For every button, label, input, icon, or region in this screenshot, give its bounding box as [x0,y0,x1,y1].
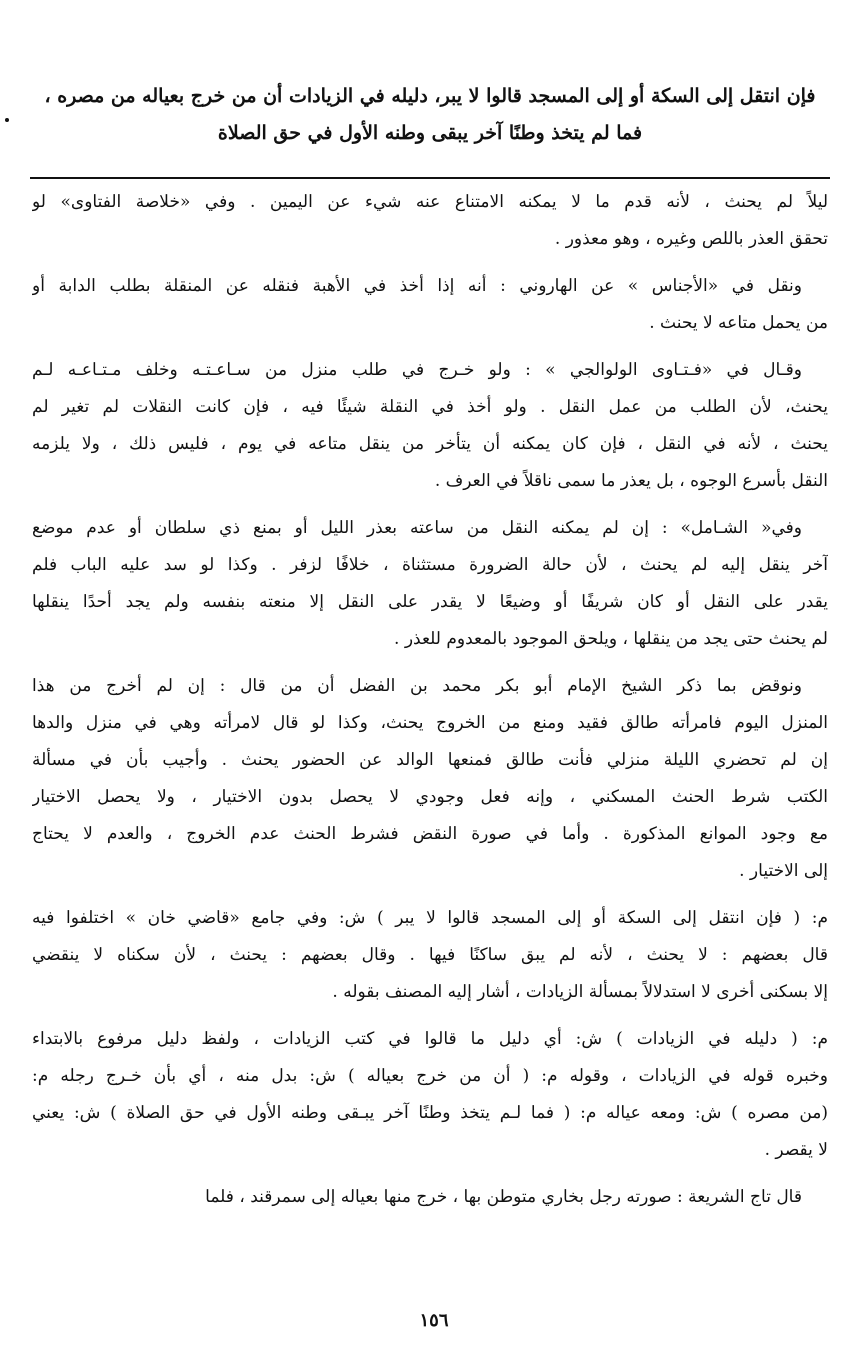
text-line: ليلاً لم يحنث ، لأنه قدم ما لا يمكنه الامتناع عنه شيء عن اليمين . وفي «خلاصة الفتاوى» لو [32,192,828,212]
text-line: يقدر على النقل أو كان شريفًا أو وضيعًا لا يقدر على النقل إلا منعته بنفسه ولم يجد أحدًا ينقلها [32,592,828,612]
text-line: ونقل في «الأجناس » عن الهاروني : أنه إذا أخذ في الأهبة فنقله عن المنقلة بطلب الدابة أو [32,276,802,296]
text-line: مع وجود الموانع المذكورة . وأما في صورة النقض فشرط الحنث عدم الخروج ، والعدم لا يحتاج [32,824,828,844]
text-line: وخبره قوله في الزيادات ، وقوله م: ( أن من خرج بعياله ) ش: بدل منه ، أي بأن خـرج رجله م: [32,1066,828,1086]
text-line: لا يقصر . [764,1140,828,1160]
text-line: من يحمل متاعه لا يحنث . [649,313,828,333]
commentary-body [32,184,828,1226]
text-line: يحنث، لأن الطلب من عمل النقل . ولو أخذ في النقلة شيئًا فيه ، فإن كانت النقلات لم تغير لم [32,397,828,417]
heading-line-1: فإن انتقل إلى السكة أو إلى المسجد قالوا لا يبر، دليله في الزيادات أن من خرج بعياله من مصره ، [44,85,816,107]
text-line: يحنث ، لأنه في النقل ، فإن كان يمكنه أن يتأخر من ينقل متاعه في يوم ، فليس ذلك ، ولا يلزمه [32,434,828,454]
paragraph [32,510,828,658]
text-line: إلى الاختيار . [739,861,828,881]
text-line: ونوقض بما ذكر الشيخ الإمام أبو بكر محمد بن الفضل أن من قال : إن لم أخرج من هذا [32,676,802,696]
text-line: الكتب شرط الحنث المسكني ، وإنه فعل وجودي لا يحصل بدون الاختيار ، ولا يحصل الاختيار [32,787,828,807]
paragraph [32,352,828,500]
text-line: م: ( فإن انتقل إلى السكة أو إلى المسجد قالوا لا يبر ) ش: وفي جامع «قاضي خان » اختلفوا فيه [32,908,828,928]
paragraph [32,668,828,890]
text-line: م: ( دليله في الزيادات ) ش: أي دليل ما قالوا في كتب الزيادات ، ولفظ دليل مرفوع بالابتداء [32,1029,828,1049]
text-line: وفي« الشـامل» : إن لم يمكنه النقل من ساعته بعذر الليل أو بمنع ذي سلطان أو عدم موضع [32,518,802,538]
text-line: المنزل اليوم فامرأته طالق فقيد ومنع من الخروج يحنث، وكذا لو قال لامرأته وهي في منزل والدها [32,713,828,733]
paragraph [32,184,828,258]
page-number: ١٥٦ [419,1310,449,1331]
text-line: (من مصره ) ش: ومعه عياله م: ( فما لـم يتخذ وطنًا آخر يبـقى وطنه الأول في حق الصلاة ) ش: يعني [32,1103,828,1123]
text-line: إلا بسكنى أخرى لا استدلالاً بمسألة الزيادات ، أشار إليه المصنف بقوله . [332,982,828,1002]
text-line: لم يحنث حتى يجد من ينقلها ، ويلحق الموجود بالمعدوم للعذر . [394,629,828,649]
heading-line-2: فما لم يتخذ وطنًا آخر يبقى وطنه الأول في حق الصلاة [217,122,643,144]
text-line: تحقق العذر باللص وغيره ، وهو معذور . [554,229,828,249]
section-heading [30,78,830,152]
paragraph [32,1179,828,1216]
paragraph [32,268,828,342]
text-line: قال تاج الشريعة : صورته رجل بخاري متوطن بها ، خرج منها بعياله إلى سمرقند ، فلما [205,1187,802,1207]
text-line: النقل بأسرع الوجوه ، بل يعذر ما سمى ناقلاً في العرف . [434,471,828,491]
text-line: إن لم تحضري الليلة منزلي فأنت طالق فمنعها الوالد عن الحضور يحنث . وأجيب بأن في مسألة [32,750,828,770]
text-line: وقـال في «فـتـاوى الولوالجي » : ولو خـرج في طلب منزل من سـاعـتـه وخلف مـتـاعـه لـم [32,360,802,380]
text-line: قال بعضهم : لا يحنث ، لأنه لم يبق ساكنًا فيها . وقال بعضهم : يحنث ، لأن سكناه لا ينقضي [32,945,828,965]
paragraph [32,1021,828,1169]
margin-dot [5,118,9,122]
paragraph [32,900,828,1011]
text-line: آخر ينقل إليه لم يحنث ، لأن حالة الضرورة مستثناة ، خلافًا لزفر . وكذا لو سد عليه الباب فلم [32,555,828,575]
heading-divider [30,177,830,179]
